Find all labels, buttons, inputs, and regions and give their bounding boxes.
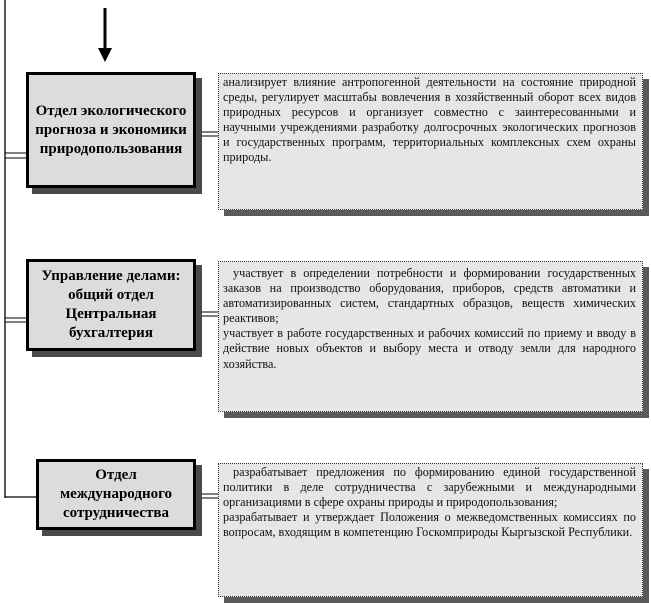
dept-box-administration: [26, 259, 196, 351]
dept-box-international: [36, 459, 196, 530]
desc-administration-paragraph-2: участвует в работе государственных и рабочих комиссий по приему и вводу в действие новых объектов и выбору места и отводу земли для народного хозяйства.: [223, 326, 636, 371]
desc-box-administration: [218, 261, 643, 412]
desc-box-international: [218, 463, 643, 597]
dept-title-ecology: Отдел экологического прогноза и экономики природопользования: [35, 102, 187, 157]
down-arrow-icon: [98, 48, 112, 62]
desc-box-ecology: [218, 73, 643, 210]
dept-box-ecology: [26, 72, 196, 188]
desc-international-paragraph-2: разрабатывает и утверждает Положения о межведомственных комиссиях по вопросам, входящим в компетенцию Госкомприроды Кыргызской Республики.: [223, 510, 636, 540]
dept-title-administration: Управление делами: общий отдел Центральная бухгалтерия: [41, 268, 181, 341]
desc-international-paragraph-1: разрабатывает предложения по формированию единой государственной политики в деле сотрудничества с зарубежными и международными организациями в сфере охраны природы и природопользования;: [223, 465, 636, 510]
desc-ecology-paragraph-1: анализирует влияние антропогенной деятельности на состояние природной среды, регулирует масштабы вовлечения в хозяйственный оборот всех видов природных ресурсов и организует совместно с заинтересованными и научными учреждениями разработку долгосрочных экологических прогнозов и государственных программ, территориальных комплексных схем охраны природы.: [223, 75, 636, 165]
desc-administration-paragraph-1: участвует в определении потребности и формировании государственных заказов на производство оборудования, приборов, средств автоматики и автоматизированных систем, стандартных образцов, веществ химических реактивов;: [223, 266, 636, 326]
dept-title-international: Отдел международного сотрудничества: [59, 467, 173, 521]
